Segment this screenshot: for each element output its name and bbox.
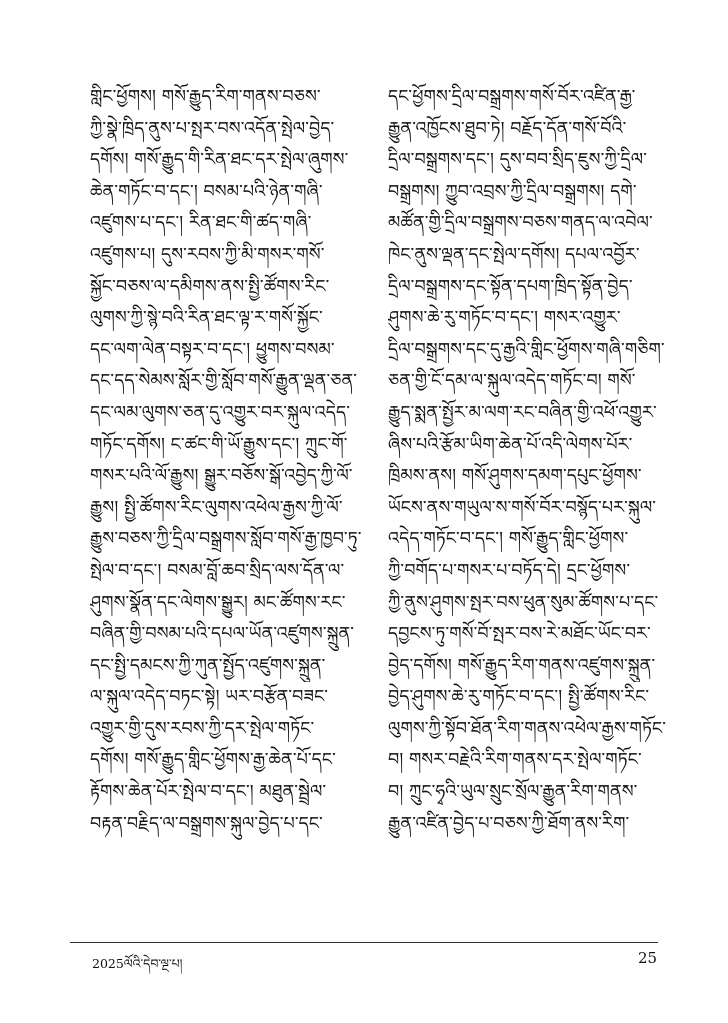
issue-label: 2025ལོའི་དེབ་ལྔ་པ། xyxy=(92,956,183,971)
text-line: རྒྱུན་འཁྱོངས་ཐུབ་ཏེ། བརྗོད་དོན་གསོ་བོའི་ xyxy=(388,118,627,139)
text-line: དང་སྤྱི་དམངས་ཀྱི་ཀུན་སྤྱོད་འཛུགས་སྐྲུན་ xyxy=(90,655,326,676)
text-line: འགྱུར་གྱི་དུས་རབས་ཀྱི་དར་སྤེལ་གཏོང་ xyxy=(90,718,315,739)
text-line: རྟོགས་ཆེན་པོར་སྤེལ་བ་དང་། མཐུན་སྦྲེལ་ xyxy=(90,782,327,803)
text-line: དགོས། གསོ་རྒྱུད་གླིང་ཕྱོགས་རྒྱ་ཆེན་པོ་དང་ xyxy=(90,750,336,771)
text-line: གསར་པའི་ལོ་རྒྱུས། སྒྱུར་བཅོས་སྒོ་འབྱེད་ཀྱི་ལོ་ xyxy=(90,466,353,487)
text-line: དང་ལམ་ལུགས་ཅན་དུ་འགྱུར་བར་སྐུལ་འདེད་ xyxy=(90,402,350,423)
text-line: ཡོངས་ནས་གཡུལ་ས་གསོ་བོར་བསྙོད་པར་སྐུལ་ xyxy=(388,497,657,518)
text-line: ཅན་གྱི་ངོ་དམ་ལ་སྐུལ་འདེད་གཏོང་བ། གསོ་ xyxy=(388,371,636,392)
text-line: ཀྱི་ནུས་ཤུགས་སྤར་བས་ཕུན་སུམ་ཚོགས་པ་དང་ xyxy=(388,592,659,613)
text-line: རྒྱུན་འཛིན་བྱེད་པ་བཅས་ཀྱི་ཐོག་ནས་རིག་ xyxy=(388,813,630,834)
text-line: མཚོན་གྱི་དྲིལ་བསྒྲགས་བཅས་གནད་ལ་འབེལ་ xyxy=(388,213,653,234)
text-line: དང་ལག་ལེན་བསྟར་བ་དང་། ཕྱུགས་བསམ་ xyxy=(90,339,335,360)
text-line: རྒྱུད་སྨན་སྤྱོར་མ་ལག་རང་བཞིན་གྱི་འཕོ་འགྱུར་ xyxy=(388,402,657,423)
text-line: ལུགས་ཀྱི་སྙེ་བའི་རིན་ཐང་ལྟ་ར་གསོ་སྐྱོང་ xyxy=(90,308,323,329)
text-line: དྲིལ་བསྒྲགས་དང་དུ་རྒྱའི་གླིང་ཕྱོགས་གཞི་གཅིག་ xyxy=(388,339,665,360)
text-line: རྒྱུས། སྤྱི་ཚོགས་རིང་ལུགས་འཕེལ་རྒྱས་ཀྱི་ལོ་ xyxy=(90,497,343,518)
text-line: བསྒྲགས། ཀྱུབ་འབྲས་ཀྱི་དྲིལ་བསྒྲགས། དགེ་ xyxy=(388,181,637,202)
text-line: བཞིན་གྱི་བསམ་པའི་དཔལ་ཡོན་འཛུགས་སྐྲུན་ xyxy=(90,624,355,645)
text-line: སྐྱོང་བཅས་ལ་དམིགས་ནས་སྤྱི་ཚོགས་རིང་ xyxy=(90,276,330,297)
text-line: ཆེན་གཏོང་བ་དང་། བསམ་པའི་ཉེན་གཞི་ xyxy=(90,181,323,202)
text-line: ཀྱི་བགོད་པ་གསར་པ་བཏོད་དེ། དྲང་ཕྱོགས་ xyxy=(388,560,631,581)
text-line: རྒྱུས་བཅས་ཀྱི་དྲིལ་བསྒྲགས་སློབ་གསོ་རྒྱ་ཁྱབ་ཏུ་ xyxy=(90,529,362,550)
text-line: སྤེལ་བ་དང་། བསམ་བློ་ཆབ་སྲིད་ལས་དོན་ལ་ xyxy=(90,560,345,581)
page-number: 25 xyxy=(638,949,658,967)
right-text-column xyxy=(388,82,670,840)
text-line: གླིང་ཕྱོགས། གསོ་རྒྱུད་རིག་གནས་བཅས་ xyxy=(90,87,321,107)
text-line: དང་ཕྱོགས་དྲིལ་བསྒྲགས་གསོ་བོར་འཛིན་རྒྱ་ xyxy=(388,87,636,107)
text-line: བྱེད་ཤུགས་ཆེ་རུ་གཏོང་བ་དང་། སྤྱི་ཚོགས་རིང་ xyxy=(388,687,650,708)
text-line: འཛུགས་པ་དང་། རིན་ཐང་གི་ཚད་གཞི་ xyxy=(90,213,312,234)
text-line: དང་དད་སེམས་སློར་གྱི་སློབ་གསོ་རྒྱུན་ལྡན་ཅན་ xyxy=(90,371,358,392)
text-line: ཁྲིམས་ནས། གསོ་ཤུགས་དམག་དཔུང་ཕྱོགས་ xyxy=(388,466,642,487)
text-line: ཀྱི་སྣེ་ཁྲིད་ནུས་པ་སྤར་བས་འདོན་སྤེལ་བྱེད་ xyxy=(90,118,335,139)
text-line: དྲིལ་བསྒྲགས་དང་། དུས་བབ་སྲིད་ཇུས་ཀྱི་དྲིལ་ xyxy=(388,150,648,171)
text-line: བྱེད་དགོས། གསོ་རྒྱུད་རིག་གནས་འཛུགས་སྐྲུན་ xyxy=(388,655,656,676)
text-line: དགོས། གསོ་རྒྱུད་གི་རིན་ཐང་དར་སྤེལ་ཞུགས་ xyxy=(90,150,349,171)
footer-rule xyxy=(70,942,658,943)
text-line: བ། ཀྲུང་ཧྭའི་ཡུལ་སྲུང་སྲོལ་རྒྱུན་རིག་གནས་ xyxy=(388,782,638,803)
text-line: འདེད་གཏོང་བ་དང་། གསོ་རྒྱུད་གླིང་ཕྱོགས་ xyxy=(388,529,629,550)
text-line: ཞིས་པའི་རྩོམ་ཡིག་ཆེན་པོ་འདི་ལེགས་པོར་ xyxy=(388,434,633,455)
text-line: འཛུགས་པ། དུས་རབས་ཀྱི་མི་གསར་གསོ་ xyxy=(90,244,325,265)
text-line: ཤུགས་སྣོན་དང་ལེགས་སྒྱུར། མང་ཚོགས་རང་ xyxy=(90,592,346,613)
left-text-column xyxy=(90,82,372,840)
text-line: ཁེང་ནུས་ལྡན་དང་སྤེལ་དགོས། དཔལ་འབྱོར་ xyxy=(388,244,640,265)
text-line: དབྱངས་ཏུ་གསོ་བོ་སྤར་བས་རེ་མཐོང་ཡོང་བར་ xyxy=(388,624,651,645)
text-line: བ། གསར་བརྗེའི་རིག་གནས་དར་སྤེལ་གཏོང་ xyxy=(388,750,642,771)
text-line: ལ་སྐུལ་འདེད་བཏང་སྟེ། ཡར་བརྩོན་བཟང་ xyxy=(90,687,329,708)
text-line: དྲིལ་བསྒྲགས་དང་སྟོན་དཔག་ཁྲིད་སྟོན་བྱེད་ xyxy=(388,276,633,297)
text-line: བརྟན་བརྗིད་ལ་བསྒྲགས་སྐུལ་བྱེད་པ་དང་ xyxy=(90,813,323,834)
text-line: ཤུགས་ཆེ་རུ་གཏོང་བ་དང་། གསར་འགྱུར་ xyxy=(388,308,621,329)
text-line: ལུགས་ཀྱི་སྟོབ་ཐོན་རིག་གནས་འཕེལ་རྒྱས་གཏོང་ xyxy=(388,718,666,739)
text-line: གཏོང་དགོས། ང་ཚང་གི་ཡོ་རྒྱུས་དང་། ཀྲུང་གོ་ xyxy=(90,434,348,455)
